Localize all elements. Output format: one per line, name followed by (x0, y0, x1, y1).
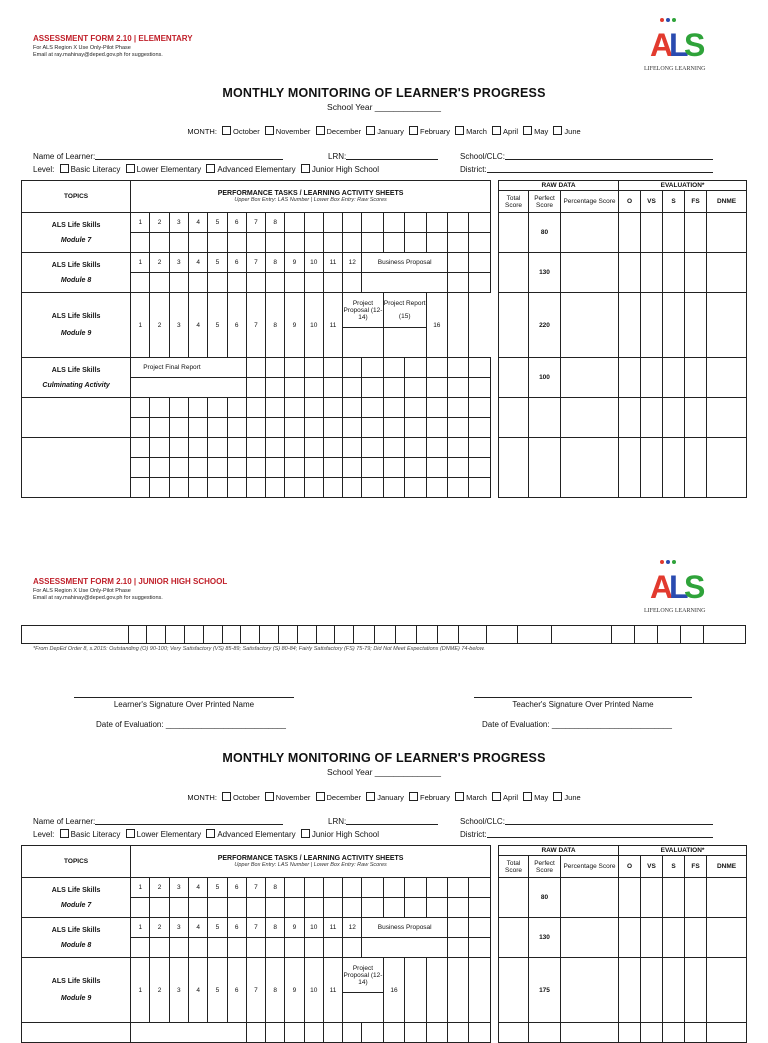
learner-signature-line[interactable] (74, 697, 294, 698)
perfect-score-value: 80 (529, 213, 561, 253)
perfect-score-value: 220 (529, 293, 561, 358)
month-option[interactable]: December (313, 793, 362, 802)
month-option[interactable]: November (262, 127, 311, 136)
raw-data-table: RAW DATA EVALUATION* Total Score Perfect Score Percentage Score O VS S FS DNME 80 130 175 (498, 845, 747, 1043)
score-cell[interactable] (169, 233, 188, 253)
raw-data-header: RAW DATA (499, 181, 619, 191)
lrn-field[interactable]: LRN: (328, 151, 438, 161)
learner-name-field[interactable]: Name of Learner: (33, 151, 283, 161)
month-option[interactable]: February (406, 127, 450, 136)
level-option[interactable]: Lower Elementary (123, 165, 201, 174)
raw-data-table: RAW DATA EVALUATION* Total Score Perfect Score Percentage Score O VS S FS DNME 80 130 220 100 (498, 180, 747, 498)
total-score-cell[interactable] (499, 213, 529, 253)
learner-date-field[interactable]: Date of Evaluation: ___________________________ (96, 720, 286, 729)
month-selector: MONTH: October November December January February March April May June (187, 793, 581, 802)
lrn-field[interactable]: LRN: (328, 816, 438, 826)
svg-text:LIFELONG LEARNING: LIFELONG LEARNING (644, 608, 706, 614)
level-option[interactable]: Advanced Elementary (203, 165, 295, 174)
month-option[interactable]: April (489, 127, 518, 136)
score-cell[interactable] (266, 233, 285, 253)
score-cell[interactable] (246, 233, 265, 253)
evaluation-footnote: *From DepEd Order 8, s.2015: Outstanding (O) 90-100; Very Satisfactory (VS) 85-89; Satisfactory (S) 80-84; Fairly Satisfactory (FS) 75-79; Did Not Meet Expectations (DNME) 74-below. (33, 646, 485, 652)
perfect-score-value: 130 (529, 253, 561, 293)
evaluation-header: EVALUATION* (619, 181, 747, 191)
project-proposal-label: Project Proposal (12-14) (343, 293, 384, 328)
month-option[interactable]: October (219, 127, 260, 136)
school-year: School Year ______________ (327, 102, 441, 112)
teacher-date-field[interactable]: Date of Evaluation: ___________________________ (482, 720, 672, 729)
perfect-score-value: 100 (529, 358, 561, 398)
month-option[interactable]: April (489, 793, 518, 802)
topic-cell: ALS Life Skills Culminating Activity (22, 358, 131, 398)
month-option[interactable]: February (406, 793, 450, 802)
level-selector: Level: Basic Literacy Lower Elementary Advanced Elementary Junior High School (33, 830, 379, 839)
project-report-label: Project Report (15) (383, 293, 426, 328)
page-title: MONTHLY MONITORING OF LEARNER'S PROGRESS (222, 751, 546, 765)
form-title: ASSESSMENT FORM 2.10 | ELEMENTARY (33, 34, 193, 43)
las-number: 5 (208, 213, 227, 233)
als-logo (640, 16, 712, 72)
form-note-line: For ALS Region X Use Only-Pilot Phase (33, 45, 131, 51)
form-title: ASSESSMENT FORM 2.10 | JUNIOR HIGH SCHOOL (33, 577, 228, 586)
svg-text:A: A (650, 569, 674, 605)
las-number: 7 (246, 213, 265, 233)
learner-signature-label: Learner's Signature Over Printed Name (113, 700, 255, 709)
als-logo (640, 558, 712, 614)
form-note-line: Email at ray.mahinay@deped.gov.ph for suggestions. (33, 52, 163, 58)
score-cell[interactable] (227, 233, 246, 253)
svg-text:L: L (669, 569, 689, 605)
topic-cell: ALS Life Skills Module 7 (22, 878, 131, 918)
percentage-score-header: Percentage Score (561, 191, 619, 213)
las-number: 2 (150, 213, 169, 233)
score-cell[interactable] (131, 233, 150, 253)
month-option[interactable]: January (363, 793, 404, 802)
month-label: MONTH: (187, 127, 217, 136)
teacher-signature-label: Teacher's Signature Over Printed Name (512, 700, 654, 709)
month-option[interactable]: June (550, 127, 580, 136)
tasks-header: PERFORMANCE TASKS / LEARNING ACTIVITY SHEETS Upper Box Entry: LAS Number | Lower Box Entry: Raw Scores (131, 181, 491, 213)
level-option[interactable]: Basic Literacy (57, 830, 121, 839)
total-score-header: Total Score (499, 191, 529, 213)
level-option[interactable]: Advanced Elementary (203, 830, 295, 839)
district-field[interactable]: District: (460, 164, 713, 174)
project-final-label: Project Final Report (131, 358, 247, 378)
las-number: 3 (169, 213, 188, 233)
business-proposal-label: Business Proposal (362, 253, 448, 273)
las-number: 8 (266, 213, 285, 233)
svg-text:L: L (669, 27, 689, 63)
topic-cell: ALS Life Skills Module 8 (22, 918, 131, 958)
month-option[interactable]: January (363, 127, 404, 136)
svg-text:S: S (684, 27, 706, 63)
score-cell[interactable] (189, 233, 208, 253)
level-option[interactable]: Junior High School (298, 830, 379, 839)
topics-header: TOPICS (22, 181, 131, 213)
month-option[interactable]: December (313, 127, 362, 136)
month-option[interactable]: October (219, 793, 260, 802)
school-field[interactable]: School/CLC: (460, 816, 713, 826)
school-field[interactable]: School/CLC: (460, 151, 713, 161)
month-option[interactable]: March (452, 127, 487, 136)
topic-cell: ALS Life Skills Module 7 (22, 213, 131, 253)
tasks-table: TOPICS PERFORMANCE TASKS / LEARNING ACTIVITY SHEETS Upper Box Entry: LAS Number | Lower Box Entry: Raw Scores ALS Life Skills Module 7 1 2 3 4 5 6 7 8 ALS Life Skills Module 8 1 2 3 4 5 6 7 8 9 10 11 12 Business Proposal ALS Life Skills Module 9 1 2 3 4 5 6 7 8 9 10 11 Project Proposal (12-14) Project Report (15) 16 ALS Life Skills Culminating Activity Project Final Report (21, 180, 491, 498)
svg-text:S: S (684, 569, 706, 605)
las-number: 4 (189, 213, 208, 233)
learner-name-field[interactable]: Name of Learner: (33, 816, 283, 826)
perfect-score-header: Perfect Score (529, 191, 561, 213)
level-option[interactable]: Basic Literacy (57, 165, 121, 174)
level-option[interactable]: Lower Elementary (123, 830, 201, 839)
district-field[interactable]: District: (460, 829, 713, 839)
topic-cell: ALS Life Skills Module 9 (22, 293, 131, 358)
month-selector (0, 126, 768, 136)
score-cell[interactable] (150, 233, 169, 253)
topic-cell: ALS Life Skills Module 9 (22, 958, 131, 1023)
form-note: For ALS Region X Use Only-Pilot Phase Email at ray.mahinay@deped.gov.ph for suggestions. (33, 588, 163, 601)
form-note (33, 45, 163, 59)
level-selector: Level: Basic Literacy Lower Elementary Advanced Elementary Junior High School (33, 165, 379, 174)
month-option[interactable]: March (452, 793, 487, 802)
page-title: MONTHLY MONITORING OF LEARNER'S PROGRESS (222, 86, 546, 100)
las-number: 6 (227, 213, 246, 233)
school-year: School Year ______________ (327, 767, 441, 777)
month-option[interactable]: June (550, 793, 580, 802)
month-option[interactable]: May (520, 793, 548, 802)
month-option[interactable]: May (520, 127, 548, 136)
teacher-signature-line[interactable] (474, 697, 692, 698)
svg-text:A: A (650, 27, 674, 63)
strip-row (21, 625, 746, 644)
topic-cell: ALS Life Skills Module 8 (22, 253, 131, 293)
tasks-table: TOPICS PERFORMANCE TASKS / LEARNING ACTIVITY SHEETS Upper Box Entry: LAS Number | Lower Box Entry: Raw Scores ALS Life Skills Module 7 1 2 3 4 5 6 7 8 ALS Life Skills Module 8 1 2 3 4 5 6 7 8 9 10 11 12 Business Proposal ALS Life Skills Module 9 1 2 3 4 5 6 7 8 9 10 11 Project Proposal (12-14) 16 (21, 845, 491, 1043)
score-cell[interactable] (208, 233, 227, 253)
level-option[interactable]: Junior High School (298, 165, 379, 174)
las-number: 1 (131, 213, 150, 233)
month-option[interactable]: November (262, 793, 311, 802)
svg-text:LIFELONG LEARNING: LIFELONG LEARNING (644, 66, 706, 72)
